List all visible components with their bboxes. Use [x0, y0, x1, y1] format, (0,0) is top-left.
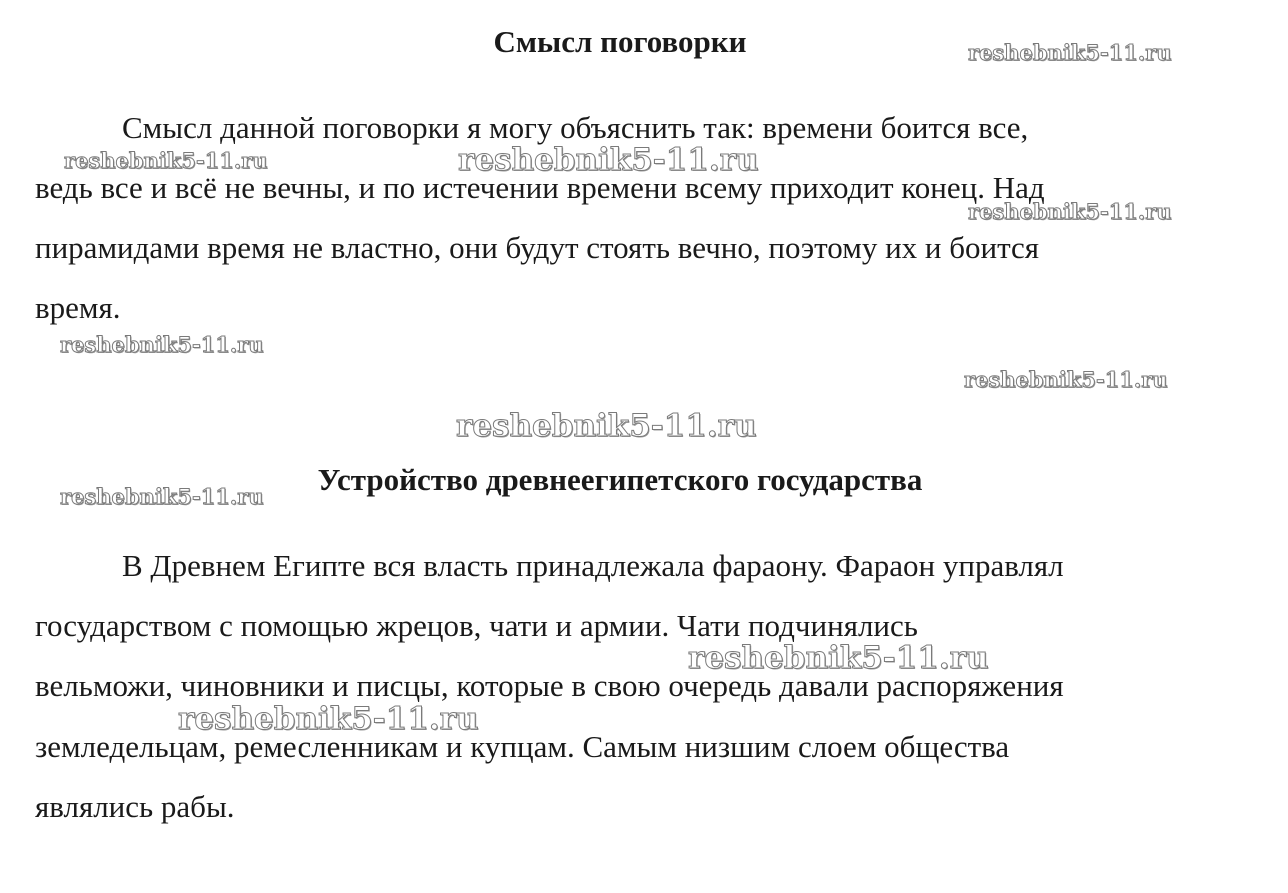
- paragraph-line: являлись рабы.: [35, 789, 235, 824]
- watermark: reshebnik5-11.ru: [456, 408, 757, 444]
- section-title-proverb: Смысл поговорки: [493, 24, 747, 59]
- watermark: reshebnik5-11.ru: [178, 701, 479, 737]
- watermark: reshebnik5-11.ru: [458, 142, 759, 178]
- paragraph-line: В Древнем Египте вся власть принадлежала фараону. Фараон управлял: [122, 548, 1064, 583]
- watermark: reshebnik5-11.ru: [60, 332, 264, 357]
- section-title-egypt-state: Устройство древнеегипетского государства: [317, 462, 923, 497]
- watermark: reshebnik5-11.ru: [968, 40, 1172, 65]
- watermark: reshebnik5-11.ru: [968, 199, 1172, 224]
- paragraph-line: ведь все и всё не вечны, и по истечении времени всему приходит конец. Над: [35, 170, 1045, 205]
- paragraph-line: земледельцам, ремесленникам и купцам. Самым низшим слоем общества: [35, 729, 1010, 764]
- watermark: reshebnik5-11.ru: [60, 484, 264, 509]
- paragraph-line: вельможи, чиновники и писцы, которые в свою очередь давали распоряжения: [35, 668, 1064, 703]
- paragraph-line: пирамидами время не властно, они будут стоять вечно, поэтому их и боится: [35, 230, 1040, 265]
- watermark: reshebnik5-11.ru: [64, 148, 268, 173]
- paragraph-line: время.: [35, 290, 121, 325]
- watermark: reshebnik5-11.ru: [688, 640, 989, 676]
- paragraph-line: Смысл данной поговорки я могу объяснить так: времени боится все,: [122, 110, 1029, 145]
- paragraph-line: государством с помощью жрецов, чати и армии. Чати подчинялись: [35, 608, 918, 643]
- watermark: reshebnik5-11.ru: [964, 367, 1168, 392]
